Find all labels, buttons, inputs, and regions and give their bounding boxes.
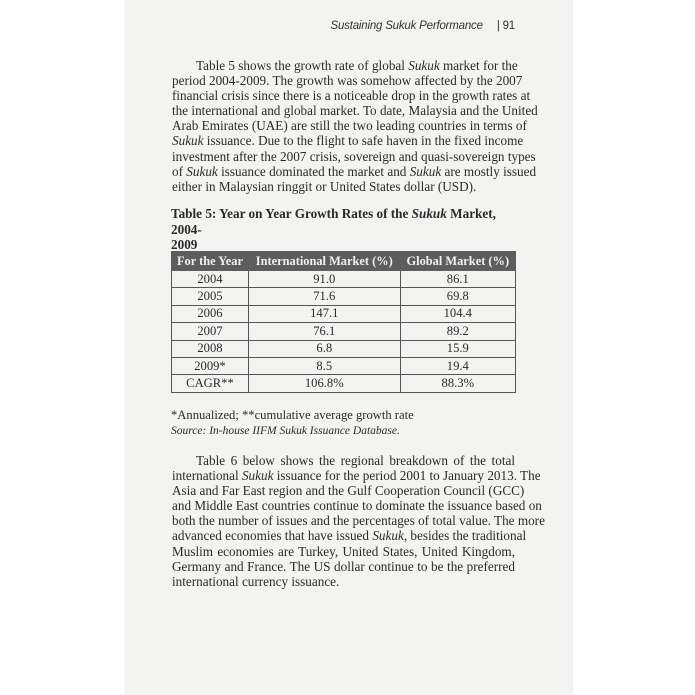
- table-row: [172, 288, 516, 305]
- text-segment: issuance. Due to the flight to safe haven in the fixed income: [203, 133, 524, 149]
- text-segment: period 2004-2009. The growth was somehow affected by the 2007: [172, 73, 523, 89]
- text-segment: market for the: [439, 58, 518, 73]
- table-row: [172, 357, 516, 374]
- table-cell: 69.8: [400, 288, 515, 305]
- text-segment: either in Malaysian ringgit or United States dollar (USD).: [172, 178, 477, 194]
- table-caption: [171, 206, 515, 253]
- text-segment: Muslim economies are Turkey, United States, United Kingdom,: [172, 543, 515, 559]
- text-segment: international currency issuance.: [172, 573, 340, 589]
- table-cell: 91.0: [248, 271, 400, 288]
- caption-text-suffix: Market, 2004-: [171, 206, 496, 237]
- text-line: [172, 528, 527, 544]
- table-cell: 6.8: [248, 340, 400, 357]
- table-cell: 2004: [172, 271, 249, 288]
- source-note: Source: In-house IIFM Sukuk Issuance Database.: [171, 425, 400, 437]
- table-cell: 15.9: [400, 340, 515, 357]
- text-segment: of: [172, 163, 187, 179]
- table-row: [172, 271, 516, 288]
- table-cell: CAGR**: [172, 375, 249, 392]
- text-line: [172, 468, 541, 484]
- text-segment: financial crisis since there is a noticeable drop in the growth rates at: [172, 88, 531, 104]
- text-line: [172, 133, 524, 149]
- text-line: [172, 453, 515, 468]
- table-cell: 2009*: [172, 357, 249, 374]
- text-line: [172, 88, 531, 104]
- table-row: [172, 305, 516, 322]
- table-cell: 2007: [172, 323, 249, 340]
- table-cell: 86.1: [400, 271, 515, 288]
- text-segment: are mostly issued: [441, 163, 537, 179]
- table-cell: 71.6: [248, 288, 400, 305]
- italic-term: Sukuk: [409, 163, 442, 179]
- italic-term: Sukuk: [241, 468, 274, 484]
- text-segment: , besides the traditional: [403, 528, 527, 544]
- text-line: [172, 498, 542, 514]
- text-segment: Table 6 below shows the regional breakdown of the total: [196, 453, 515, 468]
- text-line: [172, 574, 515, 589]
- text-segment: Arab Emirates (UAE) are still the two leading countries in terms of: [172, 118, 527, 134]
- text-segment: Table 5 shows the growth rate of global: [196, 58, 409, 73]
- caption-line2: 2009: [171, 237, 198, 252]
- text-segment: investment after the 2007 crisis, sovereign and quasi-sovereign types: [172, 148, 536, 164]
- text-line: [172, 179, 515, 194]
- table-cell: 104.4: [400, 305, 515, 322]
- column-header: International Market (%): [248, 252, 400, 271]
- text-line: [172, 544, 515, 559]
- italic-term: Sukuk: [372, 528, 404, 544]
- text-line: [172, 58, 518, 73]
- text-line: [172, 73, 523, 89]
- text-segment: advanced economies that have issued: [172, 528, 373, 544]
- table-cell: 2006: [172, 305, 249, 322]
- text-line: [172, 103, 538, 119]
- text-segment: issuance for the period 2001 to January 2013. The: [273, 468, 541, 484]
- page-number: | 91: [496, 20, 515, 32]
- text-line: [172, 483, 525, 499]
- running-header: [331, 20, 515, 32]
- text-segment: Germany and France. The US dollar continue to be the preferred: [172, 558, 515, 574]
- text-segment: issuance dominated the market and: [217, 163, 410, 179]
- table-cell: 89.2: [400, 323, 515, 340]
- table-cell: 2008: [172, 340, 249, 357]
- text-line: [172, 559, 515, 574]
- text-line: [172, 163, 537, 179]
- italic-term: Sukuk: [186, 163, 218, 179]
- table-cell: 19.4: [400, 357, 515, 374]
- text-segment: international: [172, 468, 242, 484]
- table-cell: 88.3%: [400, 375, 515, 392]
- column-header: Global Market (%): [400, 252, 515, 271]
- growth-rates-table: [171, 251, 516, 393]
- footnote: *Annualized; **cumulative average growth rate: [171, 408, 414, 422]
- table-cell: 147.1: [248, 305, 400, 322]
- column-header: For the Year: [172, 252, 249, 271]
- paragraph-table6-intro: [172, 453, 545, 589]
- table-cell: 106.8%: [248, 375, 400, 392]
- running-header-title: Sustaining Sukuk Performance: [330, 20, 483, 32]
- text-line: [172, 148, 536, 164]
- text-segment: the international and global market. To date, Malaysia and the United: [172, 103, 538, 119]
- caption-text: Table 5: Year on Year Growth Rates of the: [171, 206, 412, 221]
- table-cell: 76.1: [248, 323, 400, 340]
- table-row: [172, 323, 516, 340]
- text-segment: and Middle East countries continue to dominate the issuance based on: [172, 498, 542, 514]
- table-row: [172, 375, 516, 392]
- book-page: [125, 0, 571, 695]
- table-header-row: [172, 252, 516, 271]
- italic-term: Sukuk: [172, 133, 204, 149]
- table-cell: 2005: [172, 288, 249, 305]
- paragraph-table5-intro: [172, 58, 538, 194]
- text-line: [172, 118, 527, 134]
- italic-term: Sukuk: [408, 58, 440, 73]
- text-segment: Asia and Far East region and the Gulf Cooperation Council (GCC): [172, 483, 525, 499]
- text-segment: both the number of issues and the percentages of total value. The more: [172, 513, 545, 529]
- table-cell: 8.5: [248, 357, 400, 374]
- text-line: [172, 513, 545, 529]
- caption-italic: Sukuk: [411, 206, 447, 221]
- table-row: [172, 340, 516, 357]
